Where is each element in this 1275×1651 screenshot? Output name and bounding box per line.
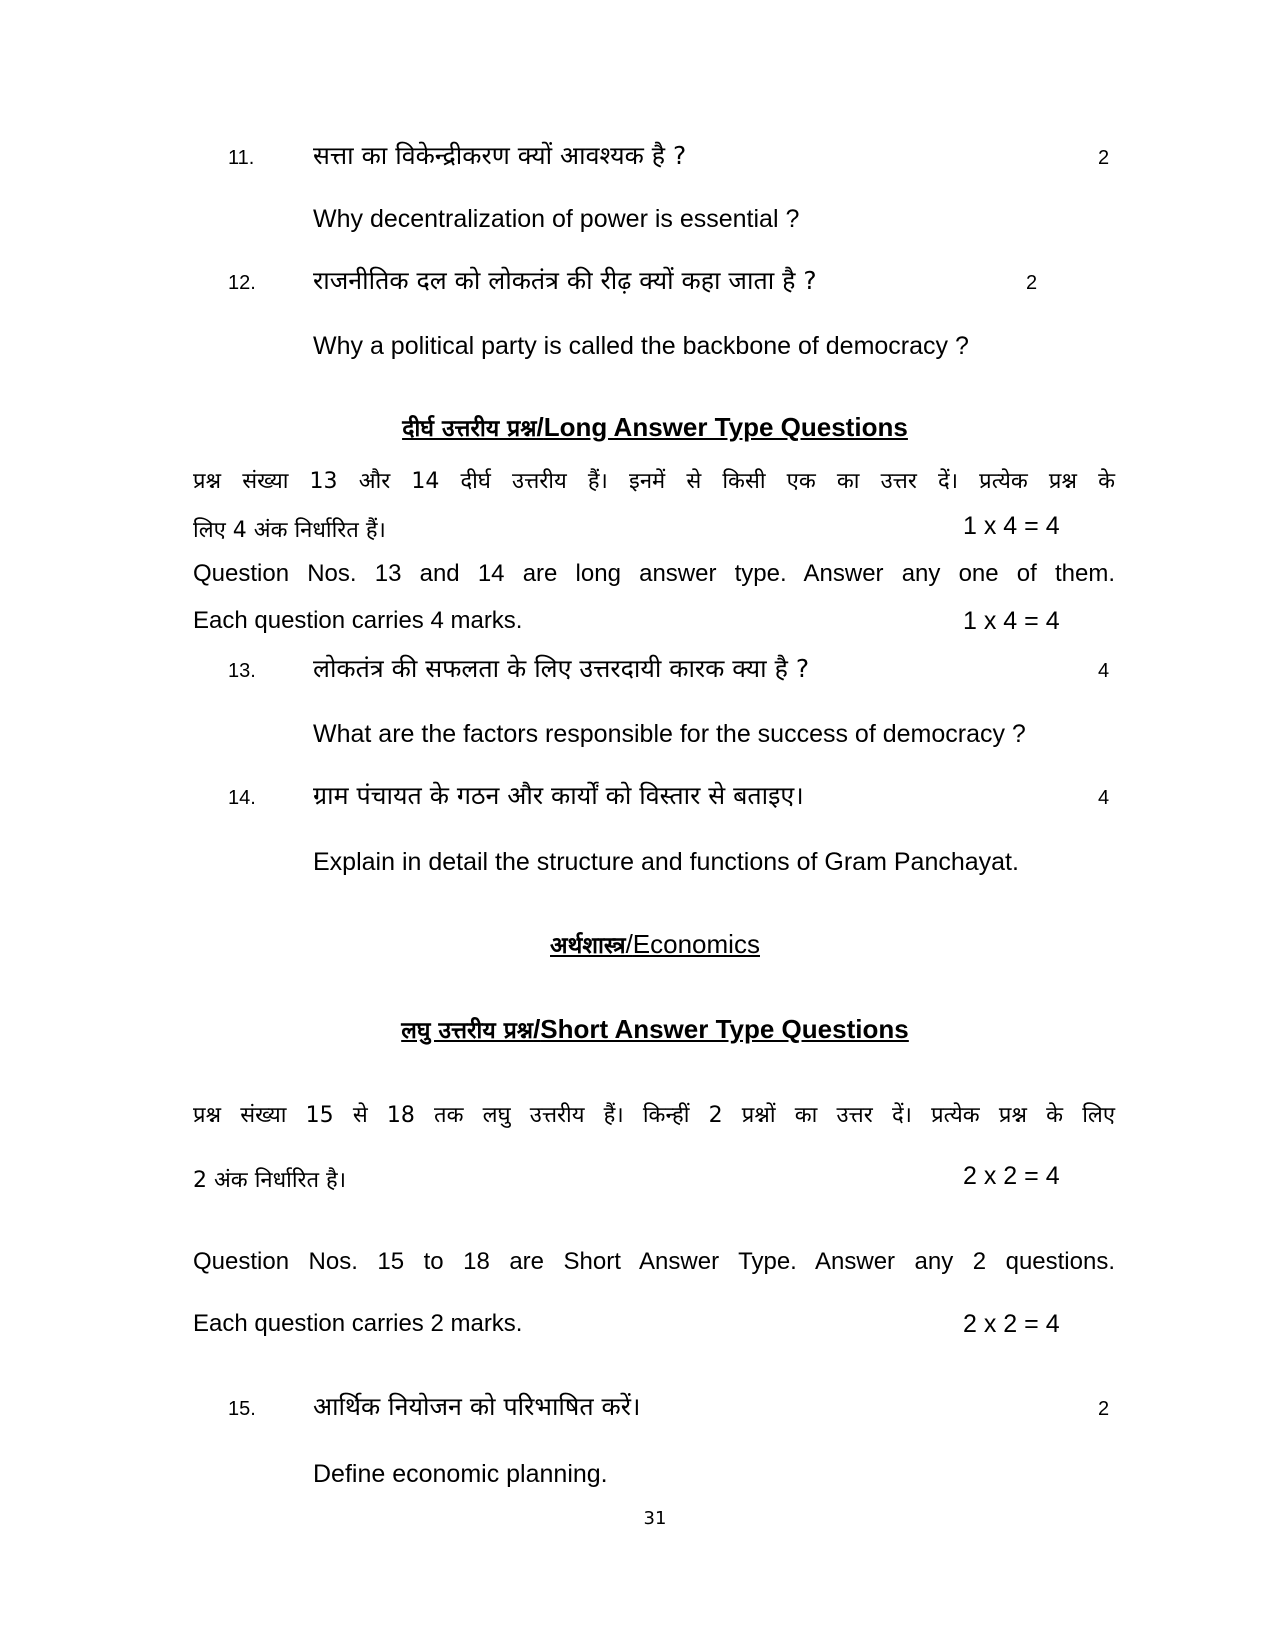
heading-separator: / [625, 929, 633, 959]
heading-separator: / [536, 412, 544, 442]
short-answer-heading-english: Short Answer Type Questions [540, 1014, 909, 1044]
long-instructions-english-line1: Question Nos. 13 and 14 are long answer type. Answer any one of them. [193, 560, 1115, 587]
question-14-english: Explain in detail the structure and functions of Gram Panchayat. [313, 848, 1019, 876]
question-13-marks: 4 [1098, 660, 1110, 682]
question-number-11: 11. [228, 147, 255, 169]
question-number-14: 14. [228, 787, 256, 809]
long-answer-heading [0, 411, 1275, 443]
question-number-12: 12. [228, 272, 256, 294]
question-12-hindi: राजनीतिक दल को लोकतंत्र की रीढ़ क्यों कहा जाता है ? [313, 266, 817, 295]
long-instructions-hindi-line2: लिए 4 अंक निर्धारित हैं। [193, 518, 386, 543]
question-11-english: Why decentralization of power is essential ? [313, 205, 800, 233]
short-instructions-hindi-line2: 2 अंक निर्धारित है। [193, 1168, 347, 1193]
question-number-15: 15. [228, 1398, 256, 1420]
question-15-english: Define economic planning. [313, 1460, 608, 1488]
question-13-english: What are the factors responsible for the success of democracy ? [313, 720, 1026, 748]
short-answer-heading-hindi: लघु उत्तरीय प्रश्न [401, 1018, 534, 1044]
page-number: 31 [643, 1508, 667, 1529]
short-answer-heading [0, 1013, 1275, 1045]
long-answer-heading-english: Long Answer Type Questions [543, 412, 908, 442]
long-instructions-english-marks: 1 x 4 = 4 [963, 607, 1060, 635]
question-12-marks: 2 [1026, 272, 1038, 294]
long-instructions-hindi-marks: 1 x 4 = 4 [963, 512, 1060, 540]
economics-heading-hindi: अर्थशास्त्र [550, 933, 626, 959]
economics-heading [0, 928, 1275, 960]
long-instructions-hindi-line1: प्रश्न संख्या 13 और 14 दीर्घ उत्तरीय हैं। इनमें से किसी एक का उत्तर दें। प्रत्येक प्रश्न के [193, 469, 1115, 494]
question-15-marks: 2 [1098, 1398, 1110, 1420]
short-instructions-hindi-line1: प्रश्न संख्या 15 से 18 तक लघु उत्तरीय हैं। किन्हीं 2 प्रश्नों का उत्तर दें। प्रत्येक प्रश्न के लिए [193, 1103, 1115, 1128]
heading-separator: / [533, 1014, 541, 1044]
question-15-hindi: आर्थिक नियोजन को परिभाषित करें। [313, 1392, 641, 1421]
question-13-hindi: लोकतंत्र की सफलता के लिए उत्तरदायी कारक क्या है ? [313, 654, 810, 683]
question-12-english: Why a political party is called the backbone of democracy ? [313, 332, 969, 360]
question-14-marks: 4 [1098, 787, 1110, 809]
short-instructions-english-line1: Question Nos. 15 to 18 are Short Answer Type. Answer any 2 questions. [193, 1248, 1115, 1275]
question-11-marks: 2 [1098, 147, 1110, 169]
long-answer-heading-hindi: दीर्घ उत्तरीय प्रश्न [402, 416, 537, 442]
short-instructions-english-marks: 2 x 2 = 4 [963, 1310, 1060, 1338]
question-14-hindi: ग्राम पंचायत के गठन और कार्यों को विस्तार से बताइए। [313, 781, 804, 810]
short-instructions-english-line2: Each question carries 2 marks. [193, 1310, 523, 1337]
question-number-13: 13. [228, 660, 256, 682]
question-11-hindi: सत्ता का विकेन्द्रीकरण क्यों आवश्यक है ? [313, 141, 687, 170]
economics-heading-english: Economics [632, 929, 760, 959]
long-instructions-english-line2: Each question carries 4 marks. [193, 607, 523, 634]
short-instructions-hindi-marks: 2 x 2 = 4 [963, 1162, 1060, 1190]
